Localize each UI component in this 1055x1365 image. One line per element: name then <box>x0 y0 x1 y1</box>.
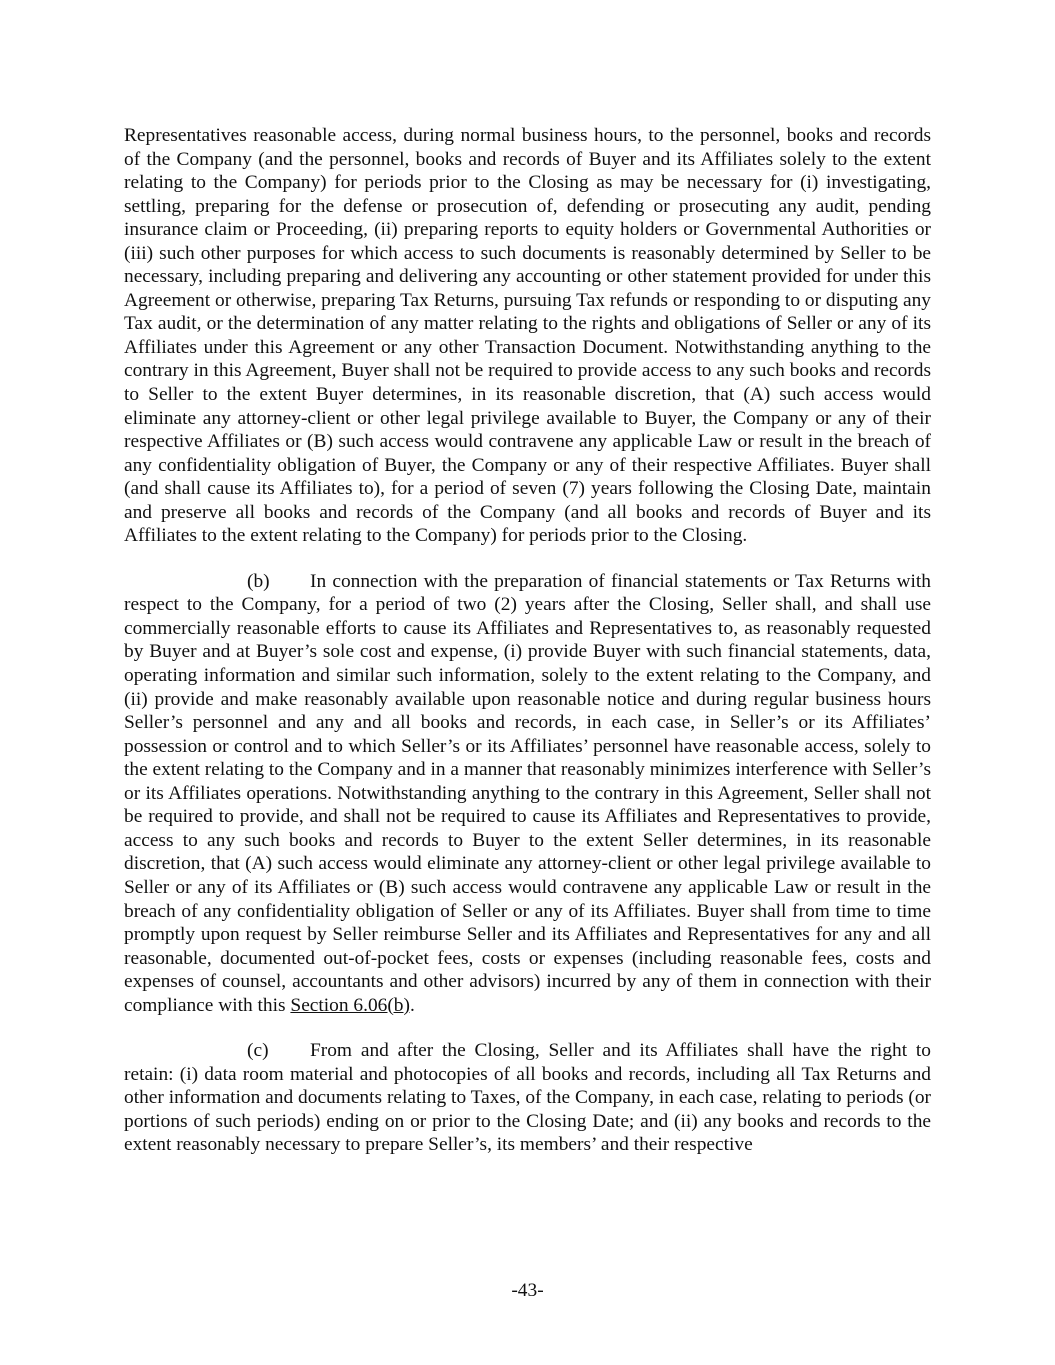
paragraph-b-tail: . <box>409 994 415 1016</box>
paragraph-b-text: In connection with the preparation of financial statements or Tax Returns with respect to the Company, for a period of two (2) years after the Closing, Seller shall, and shall use commercially reasonable efforts to cause its Affiliates and Representatives to, as reasonably requested by Buyer and at Buyer’s sole cost and expense, (i) provide Buyer with such financial statements, data, operating information and similar such information, solely to the extent relating to the Company, and (ii) provide and make reasonably available upon reasonable notice and during regular business hours Seller’s personnel and any and all books and records, in each case, in Seller’s or its Affiliates’ possession or control and to which Seller’s or its Affiliates’ personnel have reasonable access, solely to the extent relating to the Company and in a manner that reasonably minimizes interference with Seller’s or its Affiliates operations. Notwithstanding anything to the contrary in this Agreement, Seller shall not be required to provide, and shall not be required to cause its Affiliates and Representatives to provide, access to any such books and records to Buyer to the extent Seller determines, in its reasonable discretion, that (A) such access would eliminate any attorney-client or other legal privilege available to Seller or any of its Affiliates or (B) such access would contravene any applicable Law or result in the breach of any confidentiality obligation of Seller or any of its Affiliates. Buyer shall from time to time promptly upon request by Seller reimburse Seller and its Affiliates and Representatives for any and all reasonable, documented out-of-pocket fees, costs or expenses (including reasonable fees, costs and expenses of counsel, accountants and other advisors) incurred by any of them in connection with their compliance with this <box>124 570 931 1016</box>
paragraph-a-continuation: Representatives reasonable access, during normal business hours, to the personnel, books and records of the Company (and the personnel, books and records of Buyer and its Affiliates solely to the extent relating to the Company) for periods prior to the Closing as may be necessary for (i) investigating, settling, preparing for the defense or prosecution of, defending or prosecuting any audit, pending insurance claim or Proceeding, (ii) preparing reports to equity holders or Governmental Authorities or (iii) such other purposes for which access to such documents is reasonably determined by Seller to be necessary, including preparing and delivering any accounting or other statement provided for under this Agreement or otherwise, preparing Tax Returns, pursuing Tax refunds or responding to or disputing any Tax audit, or the determination of any matter relating to the rights and obligations of Seller or any of its Affiliates under this Agreement or any other Transaction Document. Notwithstanding anything to the contrary in this Agreement, Buyer shall not be required to provide access to any such books and records to Seller to the extent Buyer determines, in its reasonable discretion, that (A) such access would eliminate any attorney-client or other legal privilege available to Buyer, the Company or any of their respective Affiliates or (B) such access would contravene any applicable Law or result in the breach of any confidentiality obligation of Buyer, the Company or any of their respective Affiliates. Buyer shall (and shall cause its Affiliates to), for a period of seven (7) years following the Closing Date, maintain and preserve all books and records of the Company (and all books and records of Buyer and its Affiliates to the extent relating to the Company) for periods prior to the Closing. <box>124 125 931 547</box>
paragraph-b <box>124 570 931 1017</box>
paragraph-c <box>124 1039 931 1157</box>
section-cross-reference: Section 6.06(b) <box>290 994 410 1016</box>
paragraph-c-text: From and after the Closing, Seller and its Affiliates shall have the right to retain: (i) data room material and photocopies of all books and records, including all Tax Returns and other information and documents relating to Taxes, of the Company, in each case, relating to periods (or portions of such periods) ending on or prior to the Closing Date; and (ii) any books and records to the extent reasonably necessary to prepare Seller’s, its members’ and their respective <box>124 1040 931 1156</box>
paragraph-c-label: (c) <box>247 1040 269 1062</box>
document-page <box>124 124 931 1179</box>
page-number: -43- <box>511 1280 544 1301</box>
paragraph-b-label: (b) <box>247 570 270 592</box>
